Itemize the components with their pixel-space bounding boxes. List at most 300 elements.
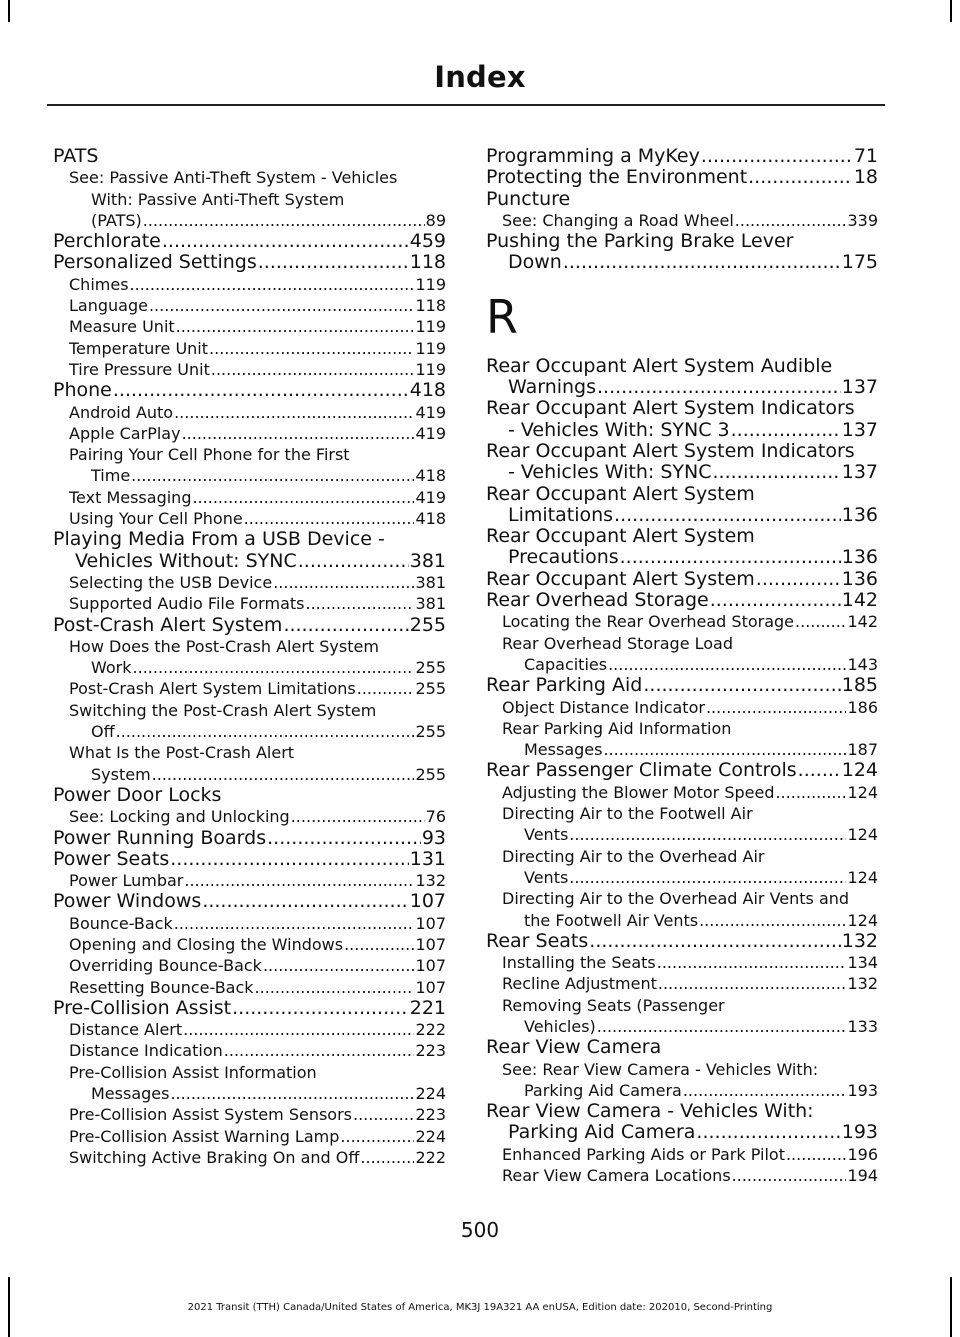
dot-leader: [131, 465, 414, 486]
page-reference[interactable]: 255: [415, 722, 446, 742]
page-reference[interactable]: 18: [853, 166, 878, 189]
page-reference[interactable]: 224: [415, 1126, 446, 1146]
index-entry: [486, 590, 878, 611]
dot-leader: [643, 675, 840, 696]
index-subentry: [53, 1040, 446, 1061]
dot-leader: [706, 697, 847, 718]
index-subentry: [53, 636, 446, 679]
entry-text: Measure Unit: [69, 317, 175, 337]
page-reference[interactable]: 137: [841, 461, 878, 484]
index-subentry: [486, 782, 878, 803]
page-reference[interactable]: 89: [425, 210, 446, 230]
index-entry: [486, 1037, 878, 1058]
index-subentry: [486, 633, 878, 676]
dot-leader: [710, 590, 841, 611]
entry-text: Warnings: [508, 376, 597, 399]
index-subentry: [486, 697, 878, 718]
index-subentry: [53, 423, 446, 444]
page-reference[interactable]: 196: [847, 1144, 878, 1164]
index-subentry: [486, 210, 878, 231]
dot-leader: [756, 569, 841, 590]
entry-text: Tire Pressure Unit: [69, 359, 210, 379]
entry-text: Pre-Collision Assist Warning Lamp: [69, 1126, 340, 1146]
entry-text: Opening and Closing the Windows: [69, 934, 344, 954]
entry-text: System: [91, 764, 151, 784]
entry-text: Language: [69, 296, 148, 316]
dot-leader: [603, 739, 846, 760]
index-entry: [53, 615, 446, 636]
entry-text: Power Seats: [53, 847, 170, 870]
entry-text: Using Your Cell Phone: [69, 509, 243, 529]
entry-text: Vents: [524, 867, 569, 887]
entry-text: Object Distance Indicator: [502, 697, 705, 717]
entry-text: Rear Occupant Alert System: [486, 567, 755, 590]
page-reference[interactable]: 381: [415, 594, 446, 614]
entry-text: Apple CarPlay: [69, 423, 181, 443]
dot-leader: [683, 1080, 847, 1101]
index-subentry: [53, 508, 446, 529]
entry-text: See: Rear View Camera - Vehicles With:: [502, 1059, 819, 1079]
entry-text: Power Lumbar: [69, 871, 184, 891]
entry-text: Time: [91, 466, 131, 486]
page-reference[interactable]: 255: [415, 658, 446, 678]
dot-leader: [657, 952, 847, 973]
page-reference[interactable]: 131: [409, 847, 446, 870]
page-reference[interactable]: 222: [415, 1020, 446, 1040]
dot-leader: [182, 423, 415, 444]
index-subentry: [53, 1126, 446, 1147]
index-subentry: [53, 913, 446, 934]
page-reference[interactable]: 118: [415, 296, 446, 316]
dot-leader: [696, 1122, 840, 1143]
page-reference[interactable]: 119: [415, 274, 446, 294]
entry-text: Directing Air to the Overhead Air Vents and: [502, 889, 850, 909]
index-subentry: [53, 1019, 446, 1040]
entry-text: See: Locking and Unlocking: [69, 807, 290, 827]
page-reference[interactable]: 124: [841, 759, 878, 782]
page-reference[interactable]: 119: [415, 359, 446, 379]
index-subentry: [53, 806, 446, 827]
page-reference[interactable]: 124: [847, 867, 878, 887]
index-entry: [486, 1101, 878, 1144]
entry-text: Rear Parking Aid Information: [502, 718, 732, 738]
dot-leader: [357, 678, 415, 699]
index-subentry: [53, 167, 446, 231]
entry-text: Perchlorate: [53, 230, 161, 253]
dot-leader: [620, 547, 841, 568]
dot-leader: [174, 402, 414, 423]
entry-text: See: Passive Anti-Theft System - Vehicles: [69, 168, 398, 188]
index-subentry: [486, 611, 878, 632]
dot-leader: [263, 955, 415, 976]
page-reference[interactable]: 339: [847, 210, 878, 230]
page-reference[interactable]: 107: [415, 977, 446, 997]
index-entry: [486, 931, 878, 952]
entry-text: Playing Media From a USB Device -: [53, 528, 385, 551]
crop-mark-top-left: [8, 0, 10, 22]
index-entry: [53, 849, 446, 870]
index-subentry: [53, 1062, 446, 1105]
page-reference[interactable]: 255: [415, 679, 446, 699]
entry-text: Locating the Rear Overhead Storage: [502, 612, 795, 632]
dot-leader: [232, 998, 409, 1019]
page-reference[interactable]: 133: [847, 1016, 878, 1036]
index-subentry: [486, 952, 878, 973]
entry-text: Capacities: [524, 654, 608, 674]
dot-leader: [597, 1016, 847, 1037]
entry-text: Vehicles): [524, 1016, 596, 1036]
dot-leader: [192, 487, 414, 508]
entry-text: Power Door Locks: [53, 783, 222, 806]
entry-text: Supported Audio File Formats: [69, 594, 305, 614]
entry-text: Personalized Settings: [53, 251, 257, 274]
dot-leader: [258, 252, 409, 273]
entry-text: Pairing Your Cell Phone for the First: [69, 445, 350, 465]
index-subentry: [486, 1059, 878, 1102]
page-reference[interactable]: 132: [415, 871, 446, 891]
crop-mark-top-right: [950, 0, 952, 22]
entry-text: Rear Occupant Alert System: [486, 482, 755, 505]
header-divider: [47, 104, 885, 106]
index-entry: [53, 252, 446, 273]
page-reference[interactable]: 223: [415, 1041, 446, 1061]
index-entry: [53, 998, 446, 1019]
dot-leader: [283, 615, 408, 636]
page-reference[interactable]: 255: [415, 764, 446, 784]
entry-text: What Is the Post-Crash Alert: [69, 743, 295, 763]
index-entry: [486, 760, 878, 781]
page-reference[interactable]: 107: [409, 890, 446, 913]
index-subentry: [53, 316, 446, 337]
index-subentry: [53, 1104, 446, 1125]
index-entry: [486, 675, 878, 696]
index-entry: [486, 398, 878, 441]
entry-text: Rear View Camera - Vehicles With:: [486, 1100, 814, 1123]
entry-text: Power Running Boards: [53, 826, 267, 849]
index-subentry: [486, 1165, 878, 1186]
entry-text: Directing Air to the Overhead Air: [502, 846, 765, 866]
entry-text: - Vehicles With: SYNC 3: [508, 418, 730, 441]
page-reference[interactable]: 137: [841, 376, 878, 399]
index-entry: [486, 231, 878, 274]
page-reference[interactable]: 136: [841, 546, 878, 569]
page-reference[interactable]: 381: [415, 572, 446, 592]
page-reference[interactable]: 175: [841, 251, 878, 274]
entry-text: Adjusting the Blower Motor Speed: [502, 782, 775, 802]
entry-text: Enhanced Parking Aids or Park Pilot: [502, 1144, 785, 1164]
index-subentry: [53, 678, 446, 699]
page-reference[interactable]: 107: [415, 913, 446, 933]
index-entry: [486, 167, 878, 188]
entry-text: Phone: [53, 379, 112, 402]
dot-leader: [713, 462, 841, 483]
entry-text: Power Windows: [53, 890, 202, 913]
entry-text: Chimes: [69, 274, 129, 294]
entry-text: Android Auto: [69, 402, 174, 422]
index-subentry: [486, 846, 878, 889]
index-subentry: [53, 1147, 446, 1168]
index-subentry: [53, 274, 446, 295]
page-reference[interactable]: 119: [415, 338, 446, 358]
page-reference[interactable]: 124: [847, 825, 878, 845]
dot-leader: [202, 891, 408, 912]
entry-text: Removing Seats (Passenger: [502, 995, 725, 1015]
page-reference[interactable]: 419: [415, 487, 446, 507]
index-subentry: [53, 870, 446, 891]
page-reference[interactable]: 186: [847, 697, 878, 717]
index-entry: [486, 441, 878, 484]
index-entry: [486, 569, 878, 590]
index-column-right: [486, 146, 878, 1186]
page-reference[interactable]: 222: [415, 1147, 446, 1167]
entry-text: Pre-Collision Assist: [53, 996, 232, 1019]
page-reference[interactable]: 137: [841, 418, 878, 441]
dot-leader: [130, 274, 415, 295]
dot-leader: [340, 1126, 414, 1147]
entry-text: Switching Active Braking On and Off: [69, 1147, 360, 1167]
page-reference[interactable]: 93: [421, 826, 446, 849]
entry-text: Rear Overhead Storage: [486, 589, 709, 612]
entry-text: Installing the Seats: [502, 953, 656, 973]
entry-text: Text Messaging: [69, 487, 192, 507]
dot-leader: [589, 931, 840, 952]
entry-text: Directing Air to the Footwell Air: [502, 804, 753, 824]
dot-leader: [184, 870, 414, 891]
entry-text: Pre-Collision Assist Information: [69, 1062, 317, 1082]
entry-text: Resetting Bounce-Back: [69, 977, 254, 997]
entry-text: (PATS): [91, 210, 142, 230]
dot-leader: [162, 231, 409, 252]
page-number: 500: [460, 1218, 500, 1242]
index-section-letter: R: [486, 289, 518, 344]
page-reference[interactable]: 193: [847, 1080, 878, 1100]
index-subentry: [53, 487, 446, 508]
page-reference[interactable]: 185: [841, 674, 878, 697]
entry-text: Off: [91, 722, 115, 742]
entry-text: Parking Aid Camera: [508, 1121, 696, 1144]
entry-text: Rear Parking Aid: [486, 674, 643, 697]
index-subentry: [53, 338, 446, 359]
entry-text: Pre-Collision Assist System Sensors: [69, 1105, 352, 1125]
index-subentry: [53, 295, 446, 316]
dot-leader: [170, 1083, 414, 1104]
dot-leader: [133, 657, 415, 678]
page-reference[interactable]: 132: [847, 974, 878, 994]
dot-leader: [569, 867, 846, 888]
dot-leader: [305, 593, 414, 614]
page-reference[interactable]: 419: [415, 423, 446, 443]
entry-text: Messages: [524, 740, 603, 760]
dot-leader: [149, 295, 414, 316]
page-reference[interactable]: 142: [847, 612, 878, 632]
entry-text: Vehicles Without: SYNC: [75, 549, 297, 572]
page-reference[interactable]: 381: [409, 549, 446, 572]
page-reference[interactable]: 132: [841, 929, 878, 952]
entry-text: Vents: [524, 825, 569, 845]
page-reference[interactable]: 255: [409, 613, 446, 636]
dot-leader: [176, 316, 415, 337]
entry-text: Rear Seats: [486, 929, 589, 952]
entry-text: Overriding Bounce-Back: [69, 956, 262, 976]
dot-leader: [608, 654, 846, 675]
entry-text: Puncture: [486, 187, 571, 210]
index-subentry: [486, 888, 878, 931]
index-subentry: [486, 803, 878, 846]
page-reference[interactable]: 76: [425, 807, 446, 827]
dot-leader: [798, 760, 841, 781]
page-reference[interactable]: 223: [415, 1105, 446, 1125]
page-reference[interactable]: 193: [841, 1121, 878, 1144]
entry-text: Distance Alert: [69, 1020, 183, 1040]
entry-text: Selecting the USB Device: [69, 572, 273, 592]
page-reference[interactable]: 118: [409, 251, 446, 274]
entry-text: Distance Indication: [69, 1041, 223, 1061]
index-entry: [486, 484, 878, 527]
entry-text: Post-Crash Alert System Limitations: [69, 679, 356, 699]
index-subentry: [53, 977, 446, 998]
dot-leader: [658, 973, 847, 994]
dot-leader: [614, 505, 841, 526]
entry-text: Post-Crash Alert System: [53, 613, 283, 636]
page-reference[interactable]: 419: [415, 402, 446, 422]
dot-leader: [298, 551, 409, 572]
page-reference[interactable]: 107: [415, 934, 446, 954]
index-entry: [53, 785, 446, 806]
entry-text: Rear View Camera: [486, 1036, 662, 1059]
dot-leader: [273, 572, 414, 593]
dot-leader: [353, 1104, 414, 1125]
page-reference[interactable]: 124: [847, 782, 878, 802]
page-reference[interactable]: 143: [847, 654, 878, 674]
dot-leader: [291, 806, 425, 827]
entry-text: How Does the Post-Crash Alert System: [69, 636, 379, 656]
dot-leader: [211, 359, 415, 380]
page-reference[interactable]: 418: [415, 466, 446, 486]
page-title: Index: [434, 60, 526, 94]
dot-leader: [174, 913, 415, 934]
page-reference[interactable]: 136: [841, 503, 878, 526]
entry-text: Switching the Post-Crash Alert System: [69, 700, 377, 720]
dot-leader: [701, 146, 853, 167]
index-subentry: [486, 1144, 878, 1165]
entry-text: Rear Occupant Alert System: [486, 525, 755, 548]
index-entry: [53, 828, 446, 849]
index-subentry: [53, 444, 446, 487]
entry-text: - Vehicles With: SYNC: [508, 461, 712, 484]
dot-leader: [209, 338, 414, 359]
index-column-left: [53, 146, 446, 1168]
entry-text: Bounce-Back: [69, 913, 173, 933]
edition-footer: 2021 Transit (TTH) Canada/United States of America, MK3J 19A321 AA enUSA, Edition date: 202010, Second-Printing: [187, 1302, 773, 1313]
entry-text: Protecting the Environment: [486, 166, 748, 189]
index-entry: [53, 380, 446, 401]
index-subentry: [53, 402, 446, 423]
entry-text: Rear Occupant Alert System Audible: [486, 354, 833, 377]
page-reference[interactable]: 194: [847, 1166, 878, 1186]
entry-text: Pushing the Parking Brake Lever: [486, 230, 794, 253]
index-subentry: [486, 718, 878, 761]
entry-text: With: Passive Anti-Theft System: [91, 189, 345, 209]
index-entry: [486, 146, 878, 167]
entry-text: Down: [508, 251, 562, 274]
page-reference[interactable]: 124: [847, 910, 878, 930]
page-reference[interactable]: 107: [415, 956, 446, 976]
index-subentry: [53, 700, 446, 743]
dot-leader: [152, 764, 415, 785]
dot-leader: [344, 934, 414, 955]
index-entry: [53, 146, 446, 167]
entry-text: Parking Aid Camera: [524, 1080, 682, 1100]
dot-leader: [775, 782, 846, 803]
page-reference[interactable]: 136: [841, 567, 878, 590]
page-reference[interactable]: 142: [841, 589, 878, 612]
index-entry: [486, 356, 878, 399]
index-subentry: [53, 572, 446, 593]
page-reference[interactable]: 221: [409, 996, 446, 1019]
index-subentry: [486, 995, 878, 1038]
index-subentry: [53, 934, 446, 955]
dot-leader: [170, 849, 409, 870]
dot-leader: [795, 611, 846, 632]
entry-text: Rear Occupant Alert System Indicators: [486, 439, 855, 462]
dot-leader: [183, 1019, 414, 1040]
index-subentry: [53, 593, 446, 614]
entry-text: Work: [91, 658, 132, 678]
entry-text: Rear Overhead Storage Load: [502, 633, 734, 653]
dot-leader: [735, 210, 847, 231]
index-entry: [486, 526, 878, 569]
entry-text: PATS: [53, 145, 99, 167]
page-reference[interactable]: 418: [415, 509, 446, 529]
page-reference[interactable]: 459: [409, 230, 446, 253]
index-subentry: [53, 955, 446, 976]
entry-text: Messages: [91, 1084, 170, 1104]
dot-leader: [597, 377, 841, 398]
dot-leader: [699, 910, 846, 931]
index-entry: [53, 529, 446, 572]
entry-text: Programming a MyKey: [486, 145, 700, 167]
dot-leader: [116, 721, 415, 742]
entry-text: Rear View Camera Locations: [502, 1166, 731, 1186]
entry-text: See: Changing a Road Wheel: [502, 210, 734, 230]
entry-text: the Footwell Air Vents: [524, 910, 699, 930]
index-subentry: [53, 742, 446, 785]
dot-leader: [255, 977, 415, 998]
dot-leader: [732, 1165, 847, 1186]
dot-leader: [569, 824, 846, 845]
page-reference[interactable]: 119: [415, 317, 446, 337]
entry-text: Rear Occupant Alert System Indicators: [486, 397, 855, 420]
entry-text: Limitations: [508, 503, 614, 526]
page-reference[interactable]: 224: [415, 1084, 446, 1104]
page-reference[interactable]: 134: [847, 953, 878, 973]
entry-text: Temperature Unit: [69, 338, 209, 358]
index-entry: [53, 231, 446, 252]
dot-leader: [143, 210, 425, 231]
dot-leader: [224, 1040, 415, 1061]
page-reference[interactable]: 71: [853, 145, 878, 167]
entry-text: Recline Adjustment: [502, 974, 657, 994]
index-subentry: [486, 973, 878, 994]
page-reference[interactable]: 187: [847, 740, 878, 760]
dot-leader: [113, 380, 409, 401]
dot-leader: [731, 420, 841, 441]
dot-leader: [748, 167, 853, 188]
dot-leader: [786, 1144, 846, 1165]
entry-text: Precautions: [508, 546, 619, 569]
dot-leader: [360, 1147, 414, 1168]
page-reference[interactable]: 418: [409, 379, 446, 402]
